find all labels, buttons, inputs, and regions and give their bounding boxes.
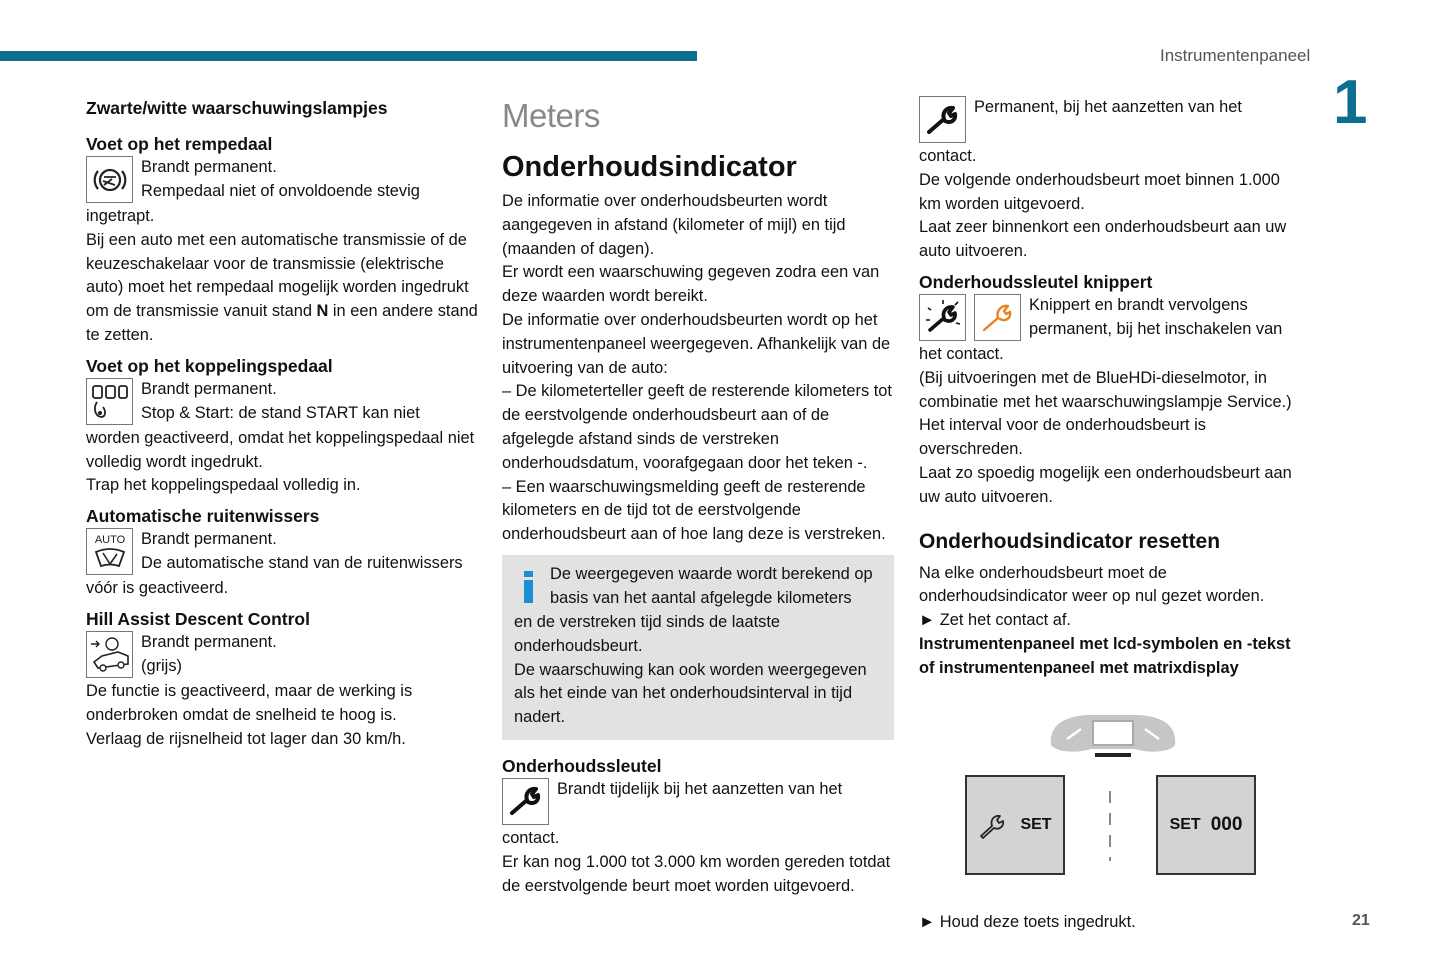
- hill-line3: De functie is geactiveerd, maar de werking is onderbroken omdat de snelheid te hoog is.: [86, 681, 413, 724]
- service-p4: – De kilometerteller geeft de resterende kilometers tot de eerstvolgende onderhoudsbeurt aan of de afgelegde afstand sinds de verstreken onderhoudsdatum, voorafgegaan door het teken -.: [502, 382, 892, 472]
- column-right: [919, 96, 1304, 934]
- reset-p1: Na elke onderhoudsbeurt moet de onderhoudsindicator weer op nul gezet worden.: [919, 563, 1265, 606]
- info-line4: De waarschuwing kan ook worden weergegeven als het einde van het onderhoudsinterval in tijd nadert.: [514, 660, 867, 727]
- clutch-line3: worden geactiveerd, omdat het koppelingspedaal niet volledig wordt ingedrukt.: [86, 428, 475, 471]
- meters-heading: Meters: [502, 97, 600, 134]
- service-p2: Er wordt een waarschuwing gegeven zodra een van deze waarden wordt bereikt.: [502, 263, 880, 306]
- wiper-section-title: Automatische ruitenwissers: [86, 506, 320, 527]
- reset-diagram: [919, 691, 1304, 911]
- perm-line4: Laat zeer binnenkort een onderhoudsbeurt aan uw auto uitvoeren.: [919, 218, 1287, 261]
- hill-line2: (grijs): [141, 656, 182, 675]
- clutch-section-title: Voet op het koppelingspedaal: [86, 355, 333, 376]
- clutch-line2: Stop & Start: de stand START kan niet: [141, 403, 420, 422]
- perm-line1: Permanent, bij het aanzetten van het: [974, 98, 1242, 116]
- wiper-line1: Brandt permanent.: [141, 530, 277, 549]
- header-accent-bar: [0, 51, 697, 61]
- info-line1: De weergegeven waarde wordt berekend op: [550, 564, 873, 583]
- blink-line4: (Bij uitvoeringen met de BlueHDi-dieselmotor, in combinatie met het waarschuwingslampje Service.): [919, 368, 1292, 411]
- reset-step1: ► Zet het contact af.: [919, 611, 1071, 630]
- wiper-line3: vóór is geactiveerd.: [86, 579, 229, 598]
- set-zero-display: [1156, 775, 1256, 875]
- auto-wiper-icon: [86, 528, 133, 575]
- auto-wiper-icon-label: AUTO: [94, 533, 125, 546]
- chapter-number: 1: [1333, 68, 1368, 137]
- service-p5: – Een waarschuwingsmelding geeft de resterende kilometers en de tijd tot de eerstvolgende onderhoudsbeurt aan of hoe lang deze is verstreken.: [502, 477, 886, 544]
- brake-line2: Rempedaal niet of onvoldoende stevig: [141, 181, 420, 200]
- service-p3: De informatie over onderhoudsbeurten wordt op het instrumentenpaneel weergegeven. Afhankelijk van de uitvoering van de auto:: [502, 310, 891, 377]
- key-blink-title: Onderhoudssleutel knippert: [919, 271, 1153, 292]
- reset-bold: Instrumentenpaneel met lcd-symbolen en -tekst of instrumentenpaneel met matrixdisplay: [919, 634, 1291, 677]
- column-left: [86, 96, 478, 751]
- service-key-title: Onderhoudssleutel: [502, 755, 662, 776]
- brake-line3: ingetrapt.: [86, 207, 155, 225]
- service-indicator-title: Onderhoudsindicator: [502, 151, 797, 183]
- blink-line3: het contact.: [919, 344, 1004, 363]
- hill-line4: Verlaag de rijsnelheid tot lager dan 30 km/h.: [86, 729, 406, 748]
- brake-line1: Brandt permanent.: [141, 158, 277, 176]
- set-zero-value: 000: [1210, 813, 1243, 835]
- hill-section-title: Hill Assist Descent Control: [86, 608, 310, 629]
- brake-section-title: Voet op het rempedaal: [86, 134, 273, 154]
- warning-lamps-heading: Zwarte/witte waarschuwingslampjes: [86, 98, 388, 118]
- key-line2: contact.: [502, 828, 560, 847]
- service-p1: De informatie over onderhoudsbeurten wordt aangegeven in afstand (kilometer of mijl) en tijd (maanden of dagen).: [502, 192, 846, 258]
- key-line3: Er kan nog 1.000 tot 3.000 km worden gereden totdat de eerstvolgende beurt moet worden uitgevoerd.: [502, 852, 891, 895]
- clutch-line4: Trap het koppelingspedaal volledig in.: [86, 476, 361, 495]
- key-line1: Brandt tijdelijk bij het aanzetten van het: [557, 779, 843, 798]
- reset-step2: ► Houd deze toets ingedrukt.: [919, 912, 1136, 931]
- column-middle: [502, 96, 894, 898]
- instrument-cluster-icon: [1047, 707, 1179, 763]
- wiper-line2: De automatische stand van de ruitenwissers: [141, 553, 463, 572]
- info-box: [502, 555, 894, 740]
- blink-line2: permanent, bij het inschakelen van: [1029, 319, 1283, 338]
- set-label: SET: [1020, 815, 1052, 833]
- clutch-pedal-icon: [86, 378, 133, 425]
- brake-body: Bij een auto met een automatische transmissie of de keuzeschakelaar voor de transmissie (elektrische auto) moet het rempedaal mogelijk worden ingedrukt om de transmissie vanuit stand N in een andere stand te zetten.: [86, 230, 478, 344]
- wrench-icon: [978, 810, 1012, 840]
- info-line3: en de verstreken tijd sinds de laatste onderhoudsbeurt.: [514, 612, 781, 655]
- perm-line3: De volgende onderhoudsbeurt moet binnen 1.000 km worden uitgevoerd.: [919, 170, 1280, 213]
- info-line2: basis van het aantal afgelegde kilometers: [550, 588, 852, 607]
- wrench-blinking-icon: [919, 294, 966, 341]
- hill-descent-icon: [86, 631, 133, 678]
- brake-pedal-icon: [86, 156, 133, 203]
- clutch-line1: Brandt permanent.: [141, 379, 277, 398]
- header-title: Instrumentenpaneel: [1160, 46, 1311, 65]
- blink-line1: Knippert en brandt vervolgens: [1029, 295, 1248, 314]
- set-label: SET: [1169, 815, 1201, 833]
- blink-line6: Laat zo spoedig mogelijk een onderhoudsbeurt aan uw auto uitvoeren.: [919, 463, 1292, 506]
- wrench-icon: [919, 96, 966, 143]
- page-number: 21: [1352, 912, 1370, 929]
- wrench-orange-icon: [974, 294, 1021, 341]
- hill-line1: Brandt permanent.: [141, 632, 277, 651]
- perm-line2: contact.: [919, 147, 977, 165]
- wrench-icon: [502, 778, 549, 825]
- divider-dashed: [1109, 791, 1111, 861]
- trip-reset-button[interactable]: [965, 775, 1065, 875]
- blink-line5: Het interval voor de onderhoudsbeurt is overschreden.: [919, 416, 1207, 459]
- reset-title: Onderhoudsindicator resetten: [919, 529, 1221, 553]
- info-icon: [514, 563, 550, 611]
